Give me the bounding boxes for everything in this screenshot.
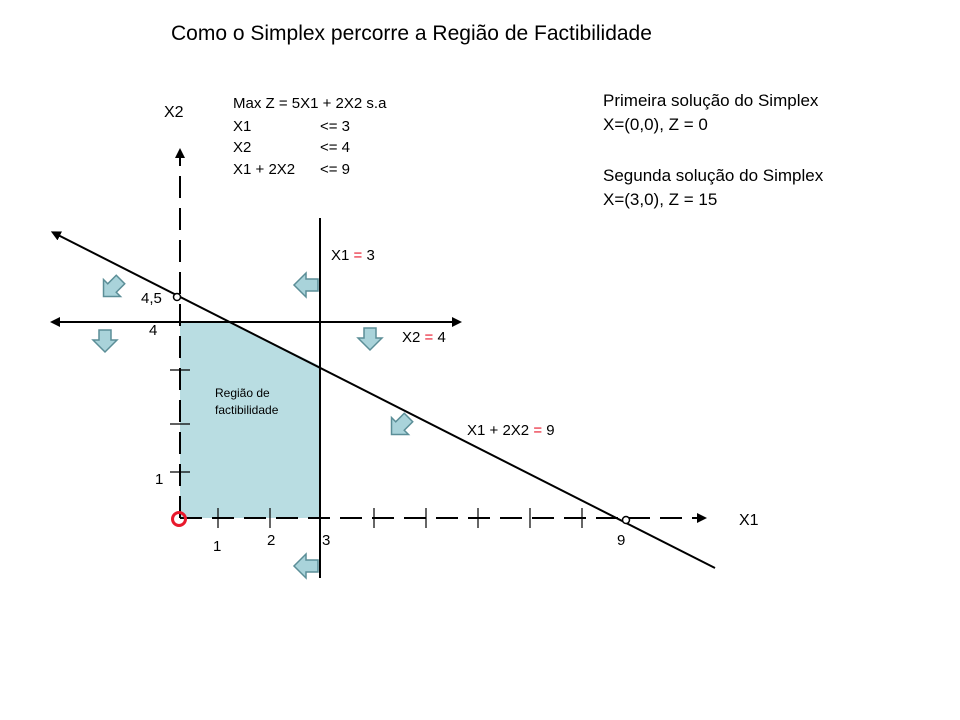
second-solution-label: Segunda solução do Simplex <box>603 166 824 185</box>
y-axis-label: X2 <box>164 104 184 121</box>
tick-label-x-3: 3 <box>322 532 331 549</box>
label-x1-eq-3: X1 = 3 <box>331 247 375 264</box>
region-label-line1: Região de <box>215 386 270 400</box>
block-arrow-left-icon <box>294 273 318 297</box>
second-solution-value: X=(3,0), Z = 15 <box>603 190 718 209</box>
feasible-region <box>180 322 320 518</box>
tick-label-y-1: 1 <box>155 471 164 488</box>
block-arrow-down-icon <box>93 330 117 352</box>
tick-label-x-2: 2 <box>267 532 276 549</box>
block-arrow-down-icon <box>358 328 382 350</box>
constraint-2-rhs: <= 4 <box>320 139 351 156</box>
tick-label-y-4: 4 <box>149 322 158 339</box>
objective-text: Max Z = 5X1 + 2X2 s.a <box>233 95 387 112</box>
first-solution-label: Primeira solução do Simplex <box>603 91 819 110</box>
page-title: Como o Simplex percorre a Região de Factibilidade <box>171 22 652 45</box>
label-x1-plus-2x2-eq-9: X1 + 2X2 = 9 <box>467 422 555 439</box>
x-axis-label: X1 <box>739 512 759 529</box>
constraint-1-lhs: X1 <box>233 118 252 135</box>
block-arrow-down-right-icon <box>95 271 129 305</box>
region-label-line2: factibilidade <box>215 403 279 417</box>
label-x2-eq-4: X2 = 4 <box>402 329 446 346</box>
tick-label-y-4-5: 4,5 <box>141 290 162 307</box>
constraint-3-rhs: <= 9 <box>320 161 351 178</box>
tick-label-x-1: 1 <box>213 538 222 555</box>
constraint-2-lhs: X2 <box>233 139 252 156</box>
tick-label-x-9: 9 <box>617 532 626 549</box>
block-arrow-left-icon <box>294 554 318 578</box>
point-4-5 <box>174 294 181 301</box>
point-9 <box>623 517 630 524</box>
constraint-3-lhs: X1 + 2X2 <box>233 161 296 178</box>
constraint-1-rhs: <= 3 <box>320 118 351 135</box>
first-solution-value: X=(0,0), Z = 0 <box>603 115 708 134</box>
